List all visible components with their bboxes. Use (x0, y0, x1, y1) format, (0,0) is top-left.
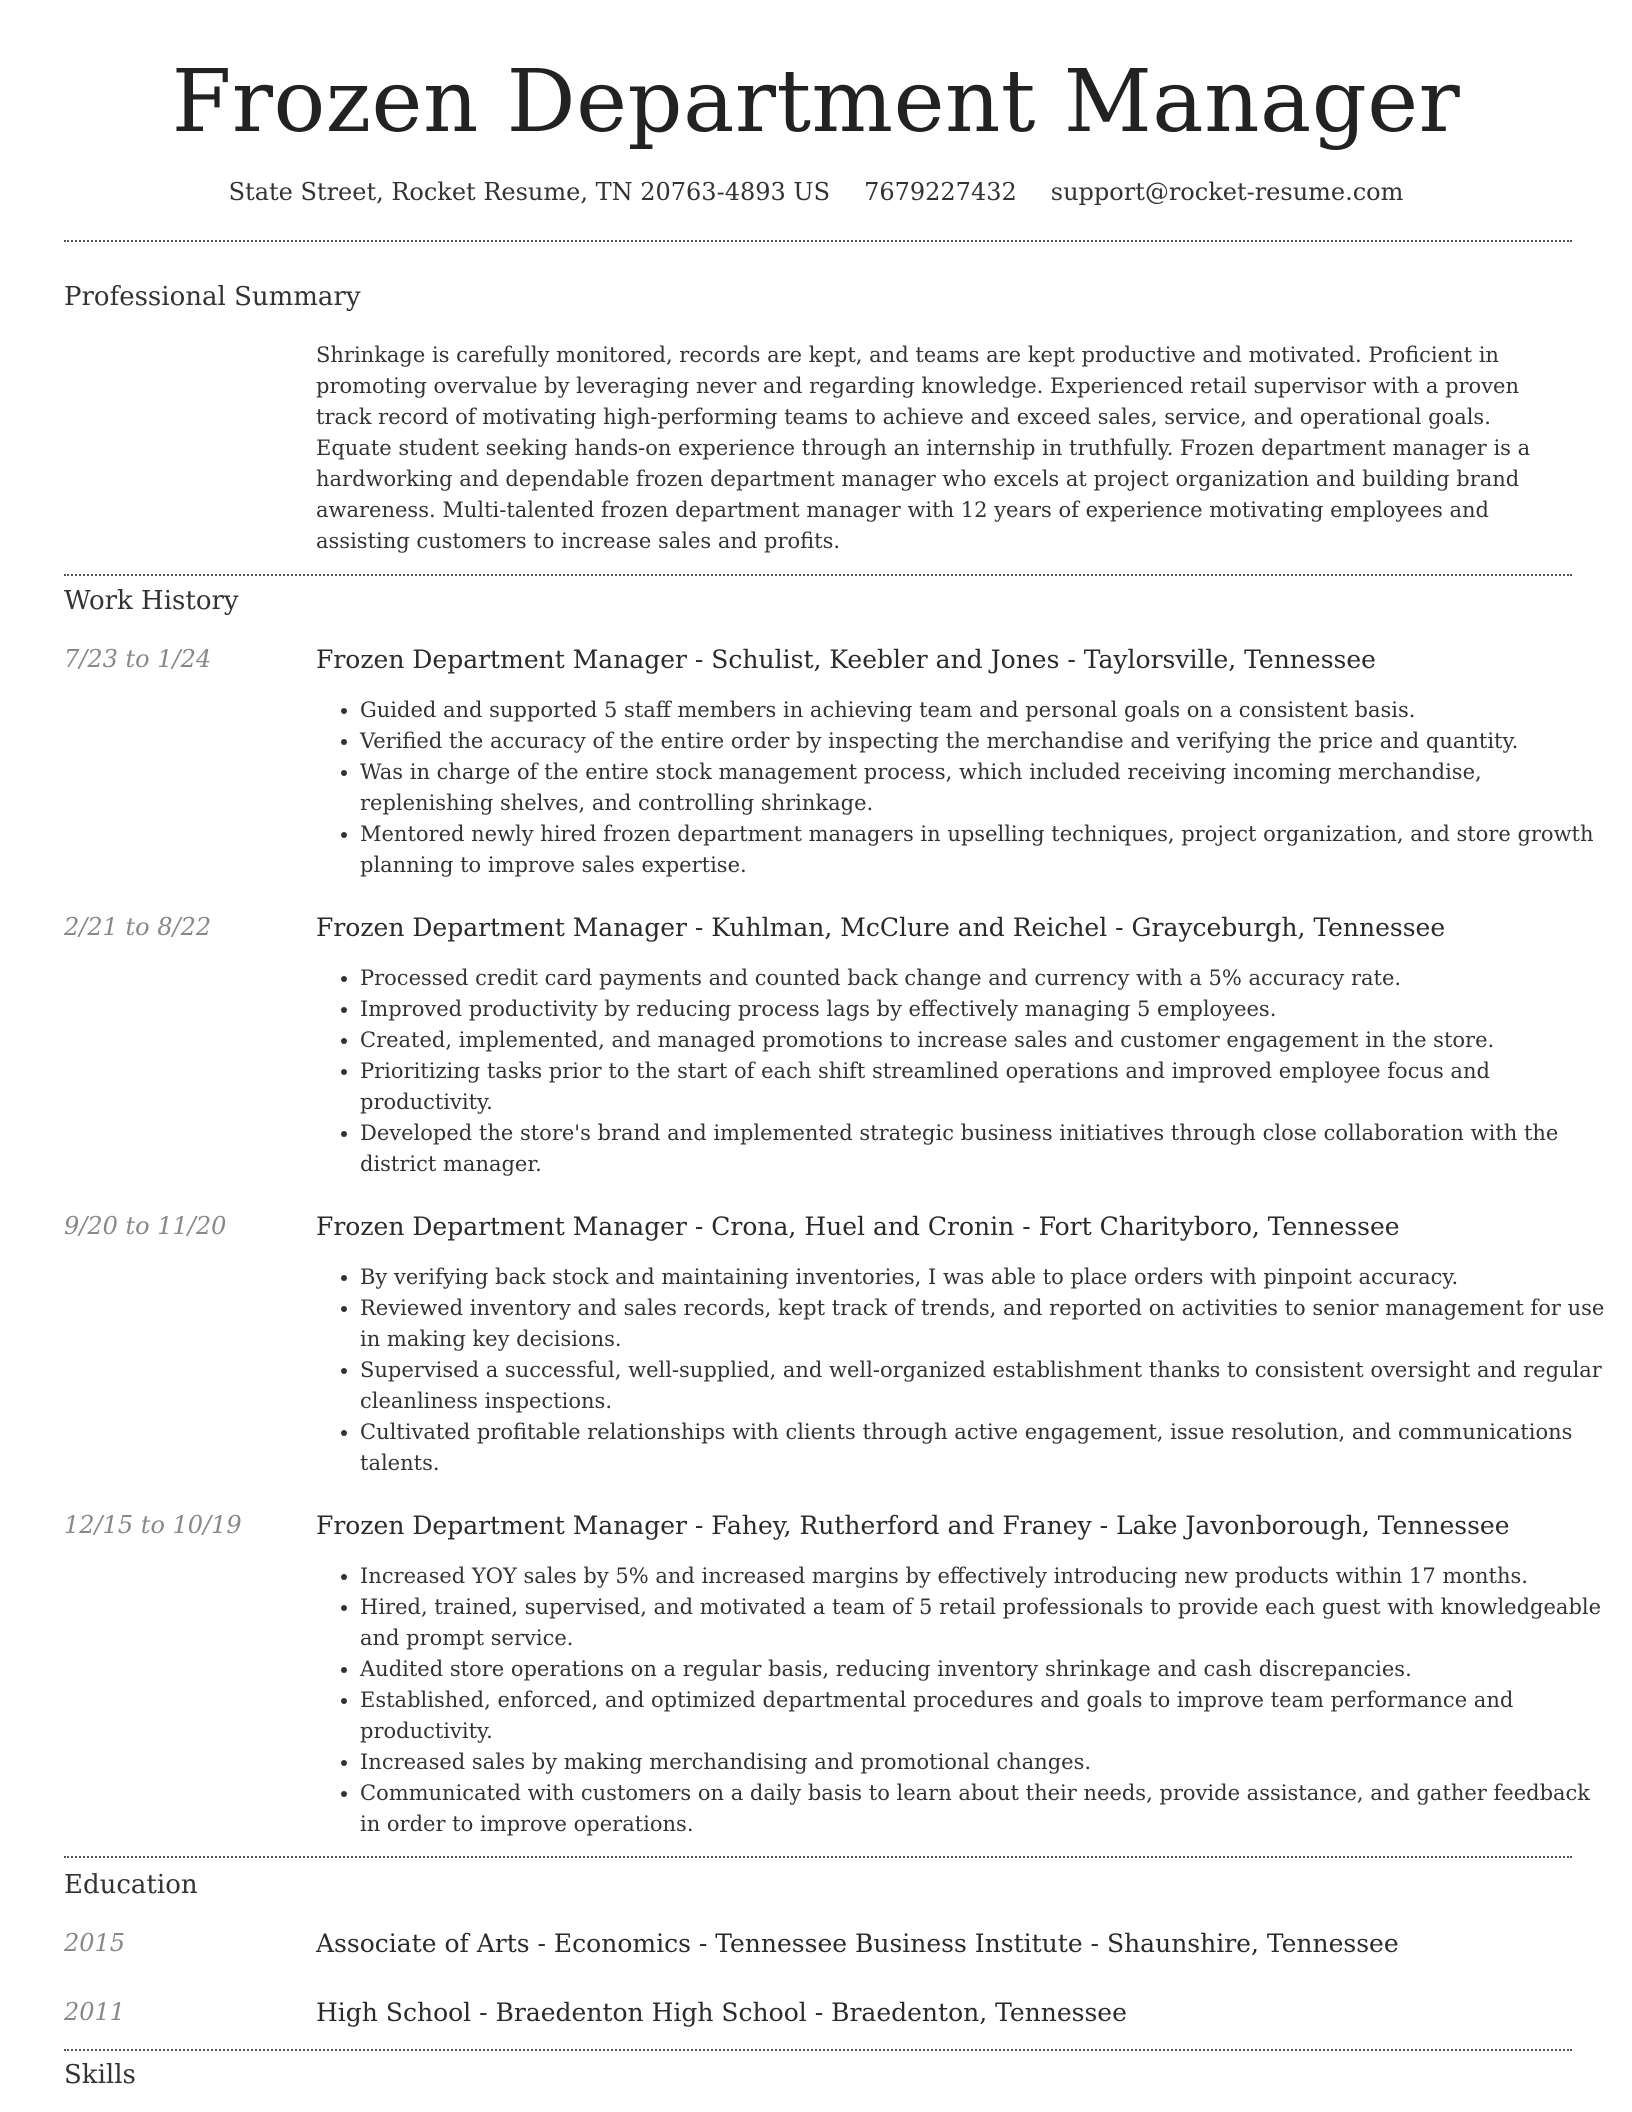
divider (64, 2049, 1572, 2051)
divider (64, 240, 1572, 242)
skills-heading: Skills (64, 2060, 136, 2090)
job-title: Frozen Department Manager - Crona, Huel and Cronin - Fort Charityboro, Tennessee (316, 1212, 1400, 1241)
summary-text: Shrinkage is carefully monitored, records are kept, and teams are kept productive and motivated. Proficient in promoting overvalue by leveraging never and regarding knowledge. Experienced retail supervisor with a proven track record of motivating high-performing teams to achieve and exceed sales, service, and operational goals. Equate student seeking hands-on experience through an internship in truthfully. Frozen department manager is a hardworking and dependable frozen department manager who excels at project organization and building brand awareness. Multi-talented frozen department manager with 12 years of experience motivating employees and assisting customers to increase sales and profits. (316, 343, 1531, 553)
contact-phone: 7679227432 (864, 178, 1017, 206)
candidate-name: Frozen Department Manager (171, 52, 1461, 152)
job-bullet: • Increased sales by making merchandising and promotional changes. (360, 1747, 1616, 1778)
job-bullets (316, 695, 1616, 881)
job-title: Frozen Department Manager - Fahey, Rutherford and Franey - Lake Javonborough, Tennessee (316, 1511, 1510, 1540)
job-title: Frozen Department Manager - Schulist, Keebler and Jones - Taylorsville, Tennessee (316, 645, 1376, 674)
job-bullet: • Established, enforced, and optimized departmental procedures and goals to improve team performance and productivity. (360, 1685, 1616, 1747)
job-title: Frozen Department Manager - Kuhlman, McClure and Reichel - Grayceburgh, Tennessee (316, 913, 1446, 942)
job-bullet: • Supervised a successful, well-supplied, and well-organized establishment thanks to consistent oversight and regular cleanliness inspections. (360, 1355, 1616, 1417)
job-bullet: • Communicated with customers on a daily basis to learn about their needs, provide assistance, and gather feedback in order to improve operations. (360, 1778, 1616, 1840)
job-dates: 7/23 to 1/24 (64, 645, 212, 673)
job-bullet: • Created, implemented, and managed promotions to increase sales and customer engagement in the store. (360, 1025, 1616, 1056)
job-bullet: • Audited store operations on a regular basis, reducing inventory shrinkage and cash discrepancies. (360, 1654, 1616, 1685)
job-bullet: • Increased YOY sales by 5% and increased margins by effectively introducing new products within 17 months. (360, 1561, 1616, 1592)
job-bullet: • Improved productivity by reducing process lags by effectively managing 5 employees. (360, 994, 1616, 1025)
divider (64, 574, 1572, 576)
education-year: 2011 (64, 1998, 126, 2026)
contact-line (0, 178, 1632, 206)
job-bullet: • Cultivated profitable relationships with clients through active engagement, issue resolution, and communications talents. (360, 1417, 1616, 1479)
job-bullet: • By verifying back stock and maintaining inventories, I was able to place orders with pinpoint accuracy. (360, 1262, 1616, 1293)
job-bullet: • Verified the accuracy of the entire order by inspecting the merchandise and verifying the price and quantity. (360, 726, 1616, 757)
resume-header (0, 0, 1632, 206)
job-bullets (316, 963, 1616, 1180)
summary-heading: Professional Summary (64, 282, 361, 312)
job-bullets (316, 1262, 1616, 1479)
contact-address: State Street, Rocket Resume, TN 20763-4893 US (228, 178, 831, 206)
job-bullet: • Processed credit card payments and counted back change and currency with a 5% accuracy rate. (360, 963, 1616, 994)
job-bullet: • Prioritizing tasks prior to the start of each shift streamlined operations and improved employee focus and productivity. (360, 1056, 1616, 1118)
education-year: 2015 (64, 1929, 126, 1957)
contact-email: support@rocket-resume.com (1050, 178, 1404, 206)
job-bullet: • Guided and supported 5 staff members in achieving team and personal goals on a consistent basis. (360, 695, 1616, 726)
job-bullet: • Hired, trained, supervised, and motivated a team of 5 retail professionals to provide each guest with knowledgeable and prompt service. (360, 1592, 1616, 1654)
education-title: High School - Braedenton High School - Braedenton, Tennessee (316, 1998, 1127, 2027)
education-title: Associate of Arts - Economics - Tennessee Business Institute - Shaunshire, Tennessee (316, 1929, 1399, 1958)
job-bullets (316, 1561, 1616, 1840)
work-history-heading: Work History (64, 586, 239, 616)
job-dates: 12/15 to 10/19 (64, 1511, 242, 1539)
job-bullet: • Was in charge of the entire stock management process, which included receiving incoming merchandise, replenishing shelves, and controlling shrinkage. (360, 757, 1616, 819)
divider (64, 1856, 1572, 1858)
job-dates: 9/20 to 11/20 (64, 1212, 227, 1240)
education-heading: Education (64, 1870, 198, 1900)
job-bullet: • Developed the store's brand and implemented strategic business initiatives through close collaboration with the district manager. (360, 1118, 1616, 1180)
job-dates: 2/21 to 8/22 (64, 913, 212, 941)
job-bullet: • Reviewed inventory and sales records, kept track of trends, and reported on activities to senior management for use in making key decisions. (360, 1293, 1616, 1355)
job-bullet: • Mentored newly hired frozen department managers in upselling techniques, project organization, and store growth planning to improve sales expertise. (360, 819, 1616, 881)
